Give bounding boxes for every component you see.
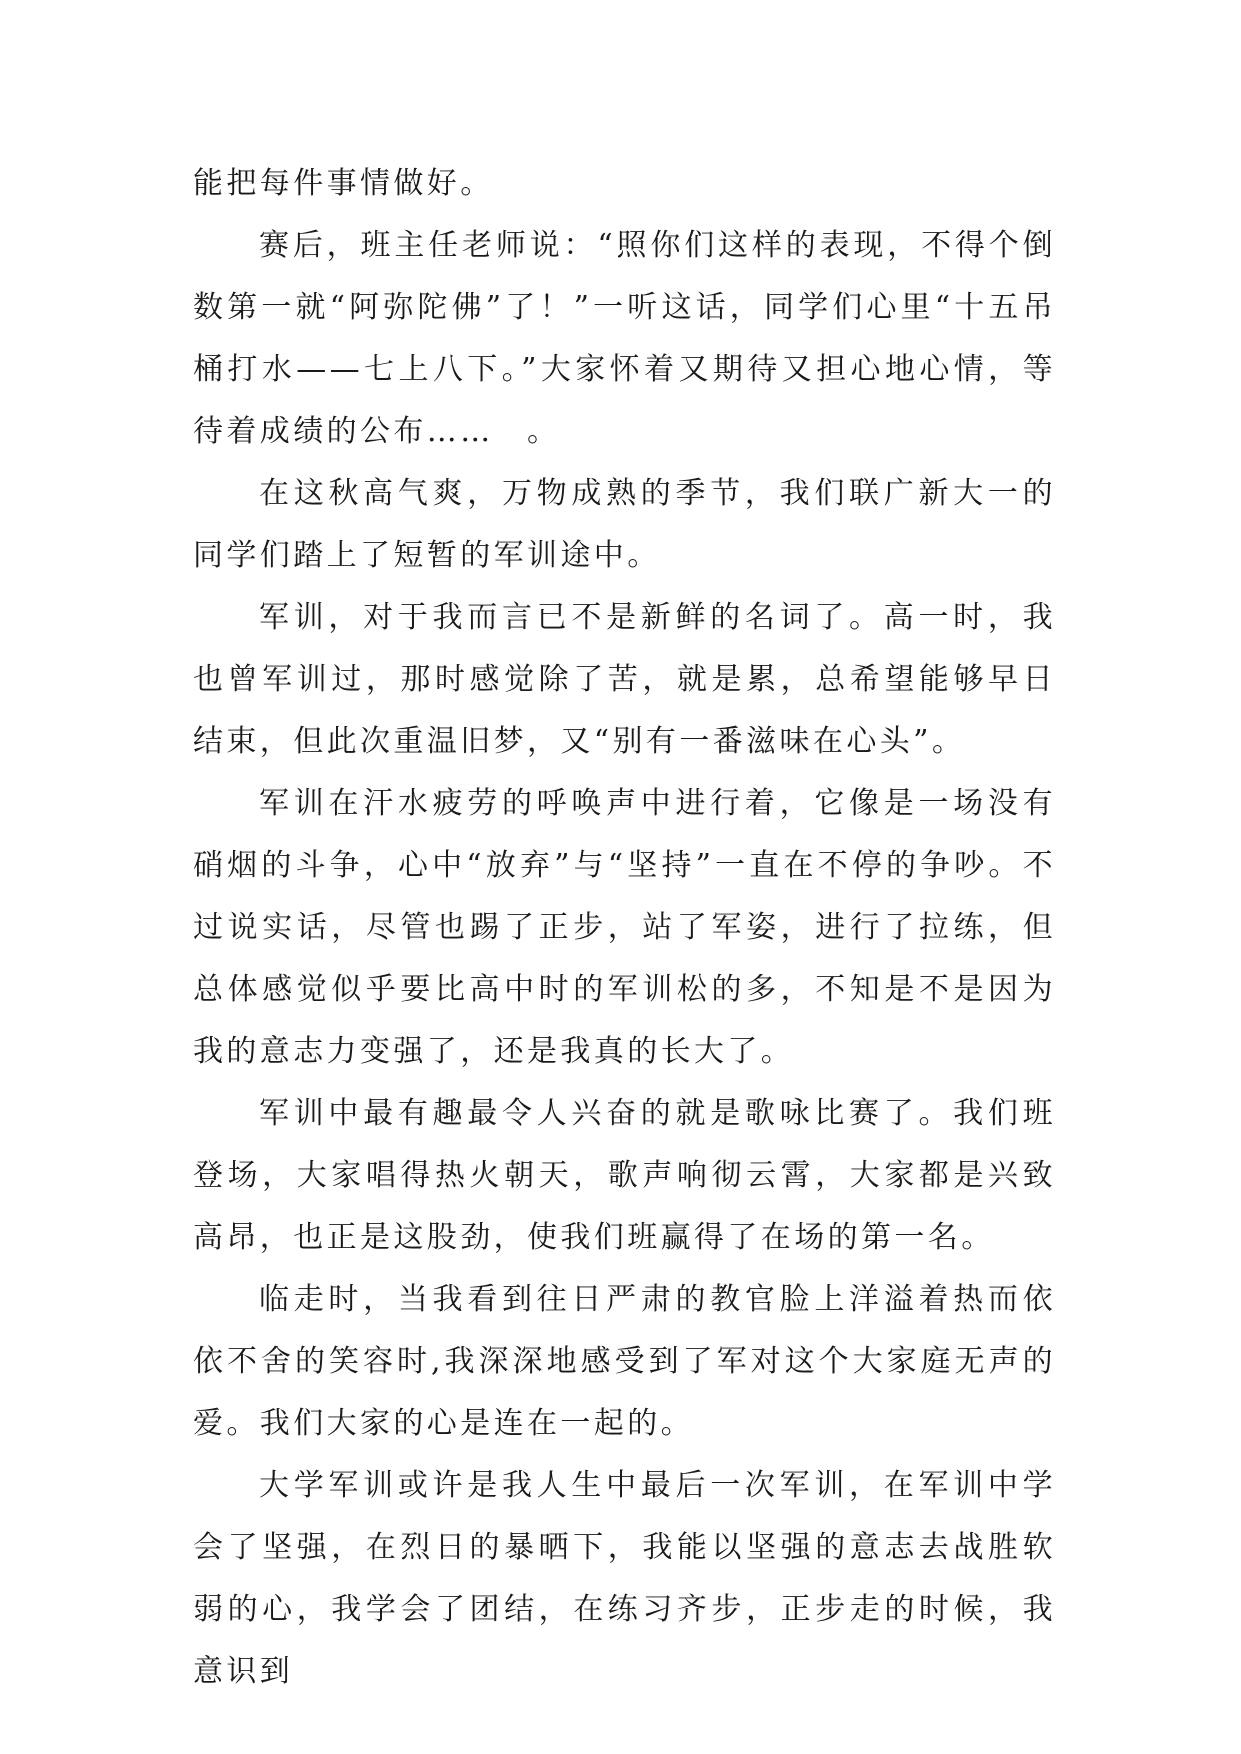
paragraph-singing-contest: 军训中最有趣最令人兴奋的就是歌咏比赛了。我们班登场，大家唱得热火朝天，歌声响彻云霄，大家都是兴致高昂，也正是这股劲，使我们班赢得了在场的第一名。 [193,1096,1056,1255]
paragraph-farewell: 临走时，当我看到往日严肃的教官脸上洋溢着热而依依不舍的笑容时,我深深地感受到了军对这个大家庭无声的爱。我们大家的心是连在一起的。 [193,1282,1056,1441]
paragraph-lessons-learned: 大学军训或许是我人生中最后一次军训，在军训中学会了坚强，在烈日的暴晒下，我能以坚强的意志去战胜软弱的心，我学会了团结，在练习齐步，正步走的时候，我意识到 [193,1468,1056,1689]
paragraph-autumn-training: 在这秋高气爽，万物成熟的季节，我们联广新大一的同学们踏上了短暂的军训途中。 [193,476,1056,573]
document-body [193,153,1056,1703]
paragraph-post-competition: 赛后，班主任老师说：“照你们这样的表现，不得个倒数第一就“阿弥陀佛”了！”一听这话，同学们心里“十五吊桶打水——七上八下。”大家怀着又期待又担心地心情，等待着成绩的公布…… 。 [193,228,1056,449]
paragraph-struggle: 军训在汗水疲劳的呼唤声中进行着，它像是一场没有硝烟的斗争，心中“放弃”与“坚持”一直在不停的争吵。不过说实话，尽管也踢了正步，站了军姿，进行了拉练，但总体感觉似乎要比高中时的军训松的多，不知是不是因为我的意志力变强了，还是我真的长大了。 [193,786,1056,1069]
paragraph-past-training: 军训，对于我而言已不是新鲜的名词了。高一时，我也曾军训过，那时感觉除了苦，就是累，总希望能够早日结束，但此次重温旧梦，又“别有一番滋味在心头”。 [193,600,1056,759]
paragraph-continuation: 能把每件事情做好。 [193,166,494,201]
